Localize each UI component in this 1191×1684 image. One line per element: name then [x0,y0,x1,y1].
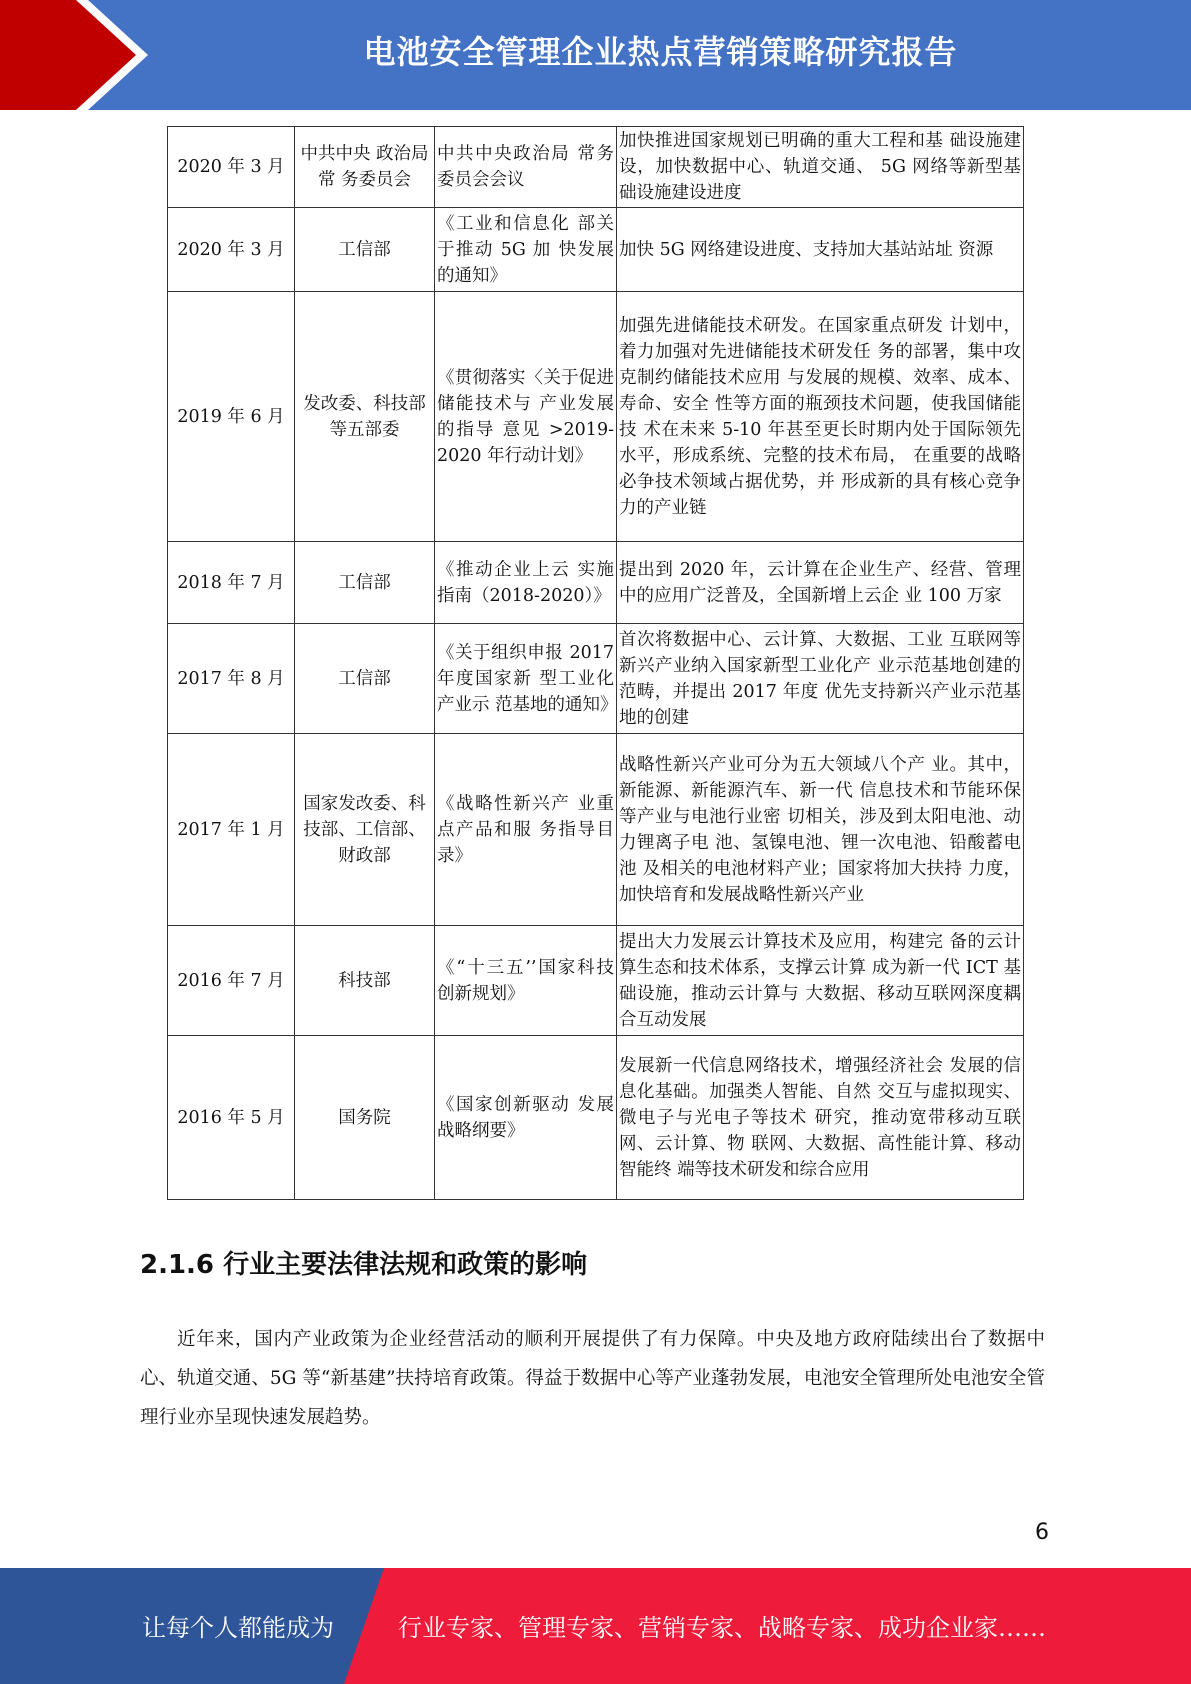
policy-document: 《关于组织申报 2017 年度国家新 型工业化产业示 范基地的通知》 [435,624,617,734]
policy-content: 提出大力发展云计算技术及应用，构建完 备的云计算生态和技术体系，支撑云计算 成为新一代 ICT 基础设施，推动云计算与 大数据、移动互联网深度耦合互动发展 [617,926,1024,1036]
policy-date: 2016 年 5 月 [168,1036,295,1200]
policy-content: 首次将数据中心、云计算、大数据、工业 互联网等新兴产业纳入国家新型工业化产 业示范基地创建的范畴，并提出 2017 年度 优先支持新兴产业示范基地的创建 [617,624,1024,734]
policy-content: 加快推进国家规划已明确的重大工程和基 础设施建设，加快数据中心、轨道交通、 5G 网络等新型基础设施建设进度 [617,127,1024,208]
policy-issuer: 工信部 [295,624,435,734]
policy-date: 2018 年 7 月 [168,542,295,624]
page-number: 6 [1035,1520,1049,1545]
table-row [168,1036,1024,1200]
policy-issuer: 工信部 [295,542,435,624]
section-paragraph: 近年来，国内产业政策为企业经营活动的顺利开展提供了有力保障。中央及地方政府陆续出台了数据中心、轨道交通、5G 等“新基建”扶持培育政策。得益于数据中心等产业蓬勃发展，电池安全管理所处电池安全管理行业亦呈现快速发展趋势。 [140,1329,1045,1428]
table-row [168,926,1024,1036]
policy-content: 提出到 2020 年，云计算在企业生产、经营、管理中的应用广泛普及，全国新增上云企 业 100 万家 [617,542,1024,624]
policy-issuer: 科技部 [295,926,435,1036]
table-row [168,734,1024,926]
footer-banner [0,1568,1191,1684]
policy-document: 《工业和信息化 部关于推动 5G 加 快发展的通知》 [435,208,617,292]
policy-document: 《“十三五’’国家科技创新规划》 [435,926,617,1036]
policy-content: 发展新一代信息网络技术，增强经济社会 发展的信息化基础。加强类人智能、自然 交互与虚拟现实、微电子与光电子等技术 研究，推动宽带移动互联网、云计算、物 联网、大数据、高性能计算、移动智能终 端等技术研发和综合应用 [617,1036,1024,1200]
table-row [168,127,1024,208]
table-row [168,292,1024,542]
policy-document: 《贯彻落实〈关于促进储能技术与 产业发展的指导 意见 >2019-2020 年行动计划》 [435,292,617,542]
policy-date: 2020 年 3 月 [168,127,295,208]
policy-table [167,126,1024,1200]
policy-issuer: 国务院 [295,1036,435,1200]
policy-document: 《国家创新驱动 发展战略纲要》 [435,1036,617,1200]
policy-date: 2016 年 7 月 [168,926,295,1036]
policy-date: 2017 年 8 月 [168,624,295,734]
footer-slogan-left: 让每个人都能成为 [142,1614,334,1642]
policy-date: 2020 年 3 月 [168,208,295,292]
policy-issuer: 国家发改委、科技部、工信部、财政部 [295,734,435,926]
policy-document: 《战略性新兴产 业重点产品和服 务指导目录》 [435,734,617,926]
policy-issuer: 中共中央 政治局常 务委员会 [295,127,435,208]
policy-content: 加快 5G 网络建设进度、支持加大基站站址 资源 [617,208,1024,292]
footer-slogan-right: 行业专家、管理专家、营销专家、战略专家、成功企业家…… [398,1614,1046,1642]
header-banner [0,0,1191,110]
policy-date: 2019 年 6 月 [168,292,295,542]
policy-issuer: 工信部 [295,208,435,292]
table-row [168,624,1024,734]
report-title: 电池安全管理企业热点营销策略研究报告 [363,33,958,71]
policy-content: 战略性新兴产业可分为五大领域八个产 业。其中，新能源、新能源汽车、新一代 信息技术和节能环保等产业与电池行业密 切相关，涉及到太阳电池、动力锂离子电 池、氢镍电池、锂一次电池、铅酸蓄电池 及相关的电池材料产业；国家将加大扶持 力度，加快培育和发展战略性新兴产业 [617,734,1024,926]
table-row [168,208,1024,292]
policy-date: 2017 年 1 月 [168,734,295,926]
section-heading: 2.1.6 行业主要法律法规和政策的影响 [140,1250,588,1280]
policy-content: 加强先进储能技术研发。在国家重点研发 计划中，着力加强对先进储能技术研发任 务的部署，集中攻克制约储能技术应用 与发展的规模、效率、成本、寿命、安全 性等方面的瓶颈技术问题，使我国储能技 术在未来 5-10 年甚至更长时期内处于国际领先水平，形成系统、完整的技术布局， 在重要的战略必争技术领域占据优势，并 形成新的具有核心竞争力的产业链 [617,292,1024,542]
policy-issuer: 发改委、科技部等五部委 [295,292,435,542]
policy-document: 中共中央政治局 常务委员会会议 [435,127,617,208]
table-row [168,542,1024,624]
policy-document: 《推动企业上云 实施指南（2018-2020）》 [435,542,617,624]
